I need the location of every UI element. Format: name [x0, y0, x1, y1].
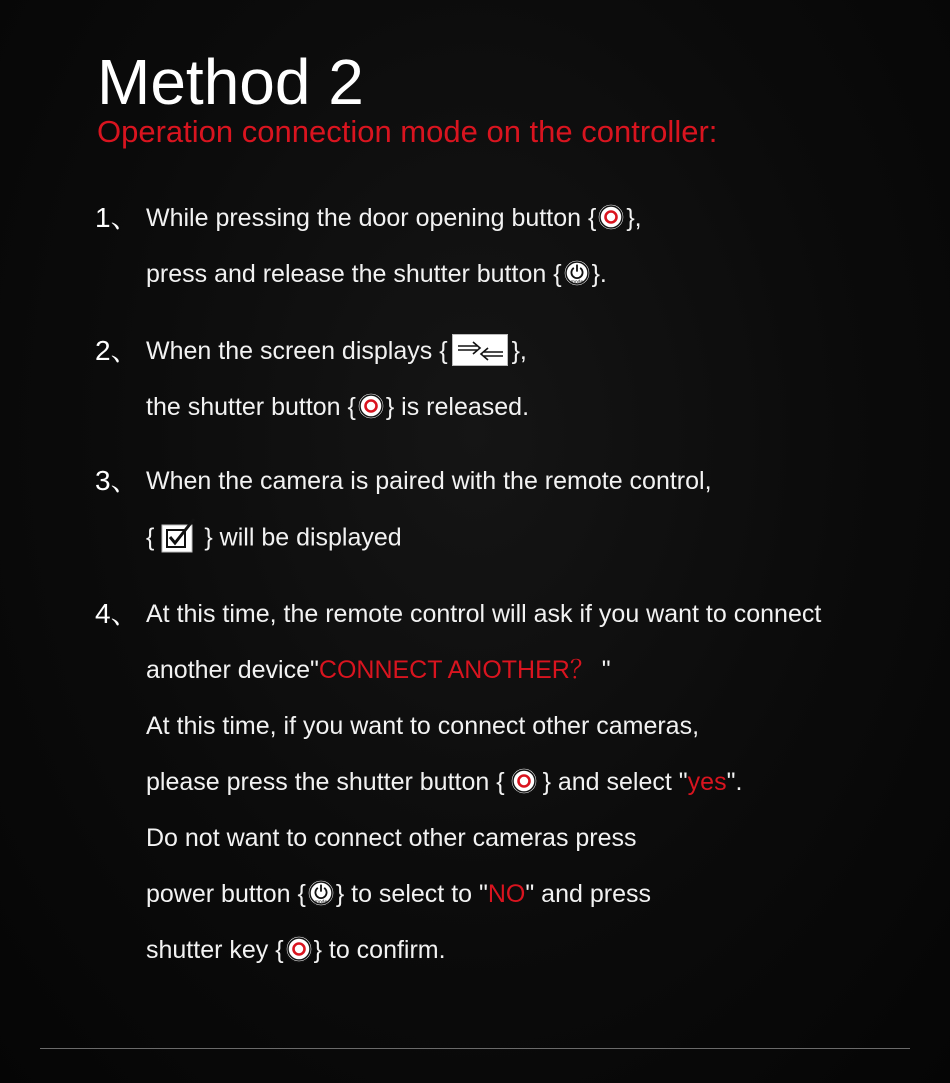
step-number: 4、 — [95, 598, 139, 629]
step-1-line-2: press and release the shutter button { mode }. — [146, 260, 607, 288]
shutter-button-icon — [284, 934, 314, 964]
power-mode-button-icon — [562, 258, 592, 288]
shutter-button-icon — [596, 202, 626, 232]
page-title: Method 2 — [97, 46, 364, 118]
step-number: 2、 — [95, 335, 139, 366]
step-2-line-1: When the screen displays { }, — [146, 333, 527, 369]
step-4-line-6: power button { mode } to select to "NO" and press — [146, 880, 651, 908]
step-4-line-4: please press the shutter button { } and select "yes". — [146, 768, 743, 796]
step-3-line-1: When the camera is paired with the remote control, — [146, 467, 712, 495]
pairing-screen-icon — [452, 334, 508, 366]
step-2-line-2: the shutter button { } is released. — [146, 393, 530, 421]
no-option: NO — [487, 880, 526, 908]
step-4-line-1: At this time, the remote control will ask if you want to connect — [146, 600, 822, 628]
step-4-line-5: Do not want to connect other cameras press — [146, 824, 637, 852]
step-3-line-2: { } will be displayed — [146, 519, 402, 559]
step-4-line-3: At this time, if you want to connect other cameras, — [146, 712, 700, 740]
step-4-line-7: shutter key { } to confirm. — [146, 936, 446, 964]
step-number: 1、 — [95, 202, 139, 233]
step-4-line-2: another device"CONNECT ANOTHER？ " — [146, 656, 611, 684]
yes-option: yes — [687, 768, 727, 796]
svg-text:mode: mode — [314, 899, 328, 906]
paired-check-icon — [156, 515, 202, 555]
step-number: 3、 — [95, 465, 139, 496]
shutter-button-icon — [356, 391, 386, 421]
step-1-line-1: While pressing the door opening button { }, — [146, 204, 642, 232]
svg-text:mode: mode — [570, 279, 583, 286]
connect-another-prompt: CONNECT ANOTHER？ — [318, 656, 595, 684]
shutter-button-icon — [509, 766, 539, 796]
bottom-divider — [40, 1048, 910, 1049]
page-subtitle: Operation connection mode on the controller: — [97, 114, 718, 149]
power-mode-button-icon — [306, 878, 336, 908]
